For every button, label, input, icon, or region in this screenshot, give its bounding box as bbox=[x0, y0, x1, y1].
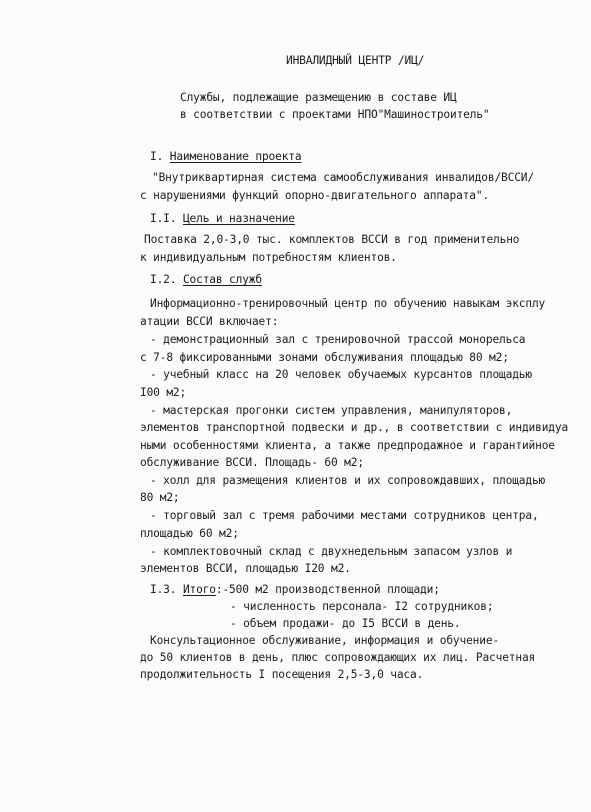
section-1-2-line: ными особенностями клиента, а также предпродажное и гарантийное bbox=[140, 439, 555, 452]
section-1-2-line: - мастерская прогонки систем управления, манипуляторов, bbox=[150, 404, 513, 417]
section-1-text-line-2: с нарушениями функций опорно-двигательного аппарата". bbox=[140, 189, 490, 202]
section-1-3-text-line-4: Консультационное обслуживание, информация и обучение- bbox=[150, 634, 500, 647]
section-1-text-line-1: "Внутриквартирная система самообслуживания инвалидов/ВССИ/ bbox=[152, 171, 534, 184]
section-1-3-number: I.3. bbox=[150, 583, 177, 596]
section-1-2-line: - торговый зал с тремя рабочими местами сотрудников центра, bbox=[150, 509, 539, 522]
section-1-1-text-line-2: к индивидуальным потребностям клиентов. bbox=[140, 251, 397, 264]
section-1-3-heading bbox=[150, 583, 440, 597]
section-1-3-title: Итого bbox=[182, 583, 216, 596]
section-1-2-title: Состав служб bbox=[182, 273, 262, 286]
section-1-1-title: Цель и назначение bbox=[182, 212, 295, 225]
section-1-3-text-line-6: продолжительность I посещения 2,5-3,0 часа. bbox=[140, 668, 424, 681]
section-1-3-text-line-1: :-500 м2 производственной площади; bbox=[215, 583, 440, 596]
section-1-1-text-line-1: Поставка 2,0-3,0 тыс. комплектов ВССИ в год применительно bbox=[144, 233, 520, 246]
section-1-3-text-line-5: до 50 клиентов в день, плюс сопровождающих их лиц. Расчетная bbox=[140, 651, 536, 664]
section-1-2-line: элементов ВССИ, площадью I20 м2. bbox=[140, 562, 351, 575]
section-1-title: Наименование проекта bbox=[169, 150, 302, 163]
section-1-2-line: обслуживание ВССИ. Площадь- 60 м2; bbox=[140, 456, 364, 469]
section-1-2-line: с 7-8 фиксированными зонами обслуживания площадью 80 м2; bbox=[140, 351, 509, 364]
section-1-2-line: - комплектовочный склад с двухнедельным запасом узлов и bbox=[150, 545, 513, 558]
section-1-2-line: 80 м2; bbox=[140, 491, 180, 504]
section-1-2-line: - учебный класс на 20 человек обучаемых курсантов площадью bbox=[150, 368, 532, 381]
section-1-2-number: I.2. bbox=[150, 273, 177, 286]
section-1-1-number: I.I. bbox=[150, 212, 177, 225]
section-1-1-heading bbox=[150, 212, 295, 226]
section-1-2-heading bbox=[150, 273, 262, 287]
section-1-2-line: элементов транспортной подвески и др., в соответствии с индивидуа bbox=[140, 421, 569, 434]
subtitle-line-2: в соответствии с проектами НПО"Машиностроитель" bbox=[180, 108, 490, 121]
section-1-3-text-line-2: - численность персонала- I2 сотрудников; bbox=[230, 600, 494, 613]
section-1-2-line: атации ВССИ включает: bbox=[140, 315, 279, 328]
subtitle-line-1: Службы, подлежащие размещению в составе ИЦ bbox=[180, 91, 457, 104]
section-1-2-line: - демонстрационный зал с тренировочной трассой монорельса bbox=[150, 333, 526, 346]
section-1-2-line: - холл для размещения клиентов и их сопровождавших, площадью bbox=[150, 474, 546, 487]
section-1-2-line: Информационно-тренировочный центр по обучению навыкам эксплу bbox=[150, 297, 546, 310]
section-1-2-line: площадью 60 м2; bbox=[140, 527, 239, 540]
document-title: ИНВАЛИДНЫЙ ЦЕНТР /ИЦ/ bbox=[286, 54, 425, 67]
section-1-3-text-line-3: - объем продажи- до I5 ВССИ в день. bbox=[230, 617, 461, 630]
section-1-number: I. bbox=[150, 150, 164, 163]
section-1-2-line: I00 м2; bbox=[140, 386, 187, 399]
section-1-heading bbox=[150, 150, 301, 164]
